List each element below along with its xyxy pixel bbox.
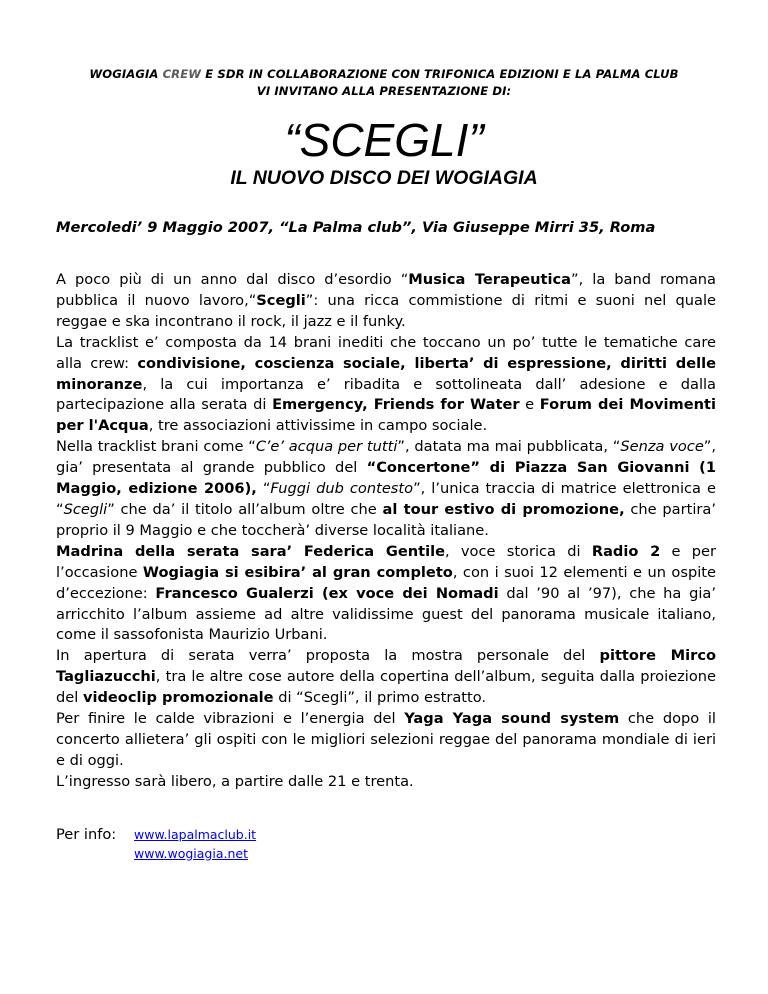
link-lapalmaclub[interactable]: www.lapalmaclub.it: [134, 827, 257, 842]
contact-info: [56, 825, 256, 863]
paragraph-2: La tracklist e’ composta da 14 brani inediti che toccano un po’ tutte le tematiche care alla crew: condivisione, coscienza sociale, liberta’ di espressione, diritti delle minoranze, la cui importanza e’ ribadita e sottolineata dall’ adesione e dalla partecipazione alla serata di Emergency, Friends for Water e Forum dei Movimenti per l'Acqua, tre associazioni attivissime in campo sociale.: [56, 333, 717, 435]
info-row-2: [56, 844, 256, 863]
paragraph-5: In apertura di serata verra’ proposta la mostra personale del pittore Mirco Tagliazucchi, tra le altre cose autore della copertina dell’album, seguita dalla proiezione del videoclip promozionale di “Scegli”, il primo estratto.: [56, 647, 716, 707]
header-line-1: WOGIAGIA CREW E SDR IN COLLABORAZIONE CON TRIFONICA EDIZIONI E LA PALMA CLUB: [89, 67, 679, 81]
invitation-header: [40, 66, 728, 100]
link-wogiagia[interactable]: www.wogiagia.net: [134, 846, 248, 861]
paragraph-4: Madrina della serata sara’ Federica Gentile, voce storica di Radio 2 e per l’occasione Wogiagia si esibira’ al gran completo, con i suoi 12 elementi e un ospite d’eccezione: Francesco Gualerzi (ex voce dei Nomadi dal ’90 al ’97), che ha gia’ arricchito l’album assieme ad altre validissime guest del panorama musicale italiano, come il sassofonista Maurizio Urbani.: [56, 542, 717, 644]
album-subtitle: IL NUOVO DISCO DEI WOGIAGIA: [230, 167, 538, 189]
paragraph-1: A poco più di un anno dal disco d’esordio “Musica Terapeutica”, la band romana pubblica il nuovo lavoro,“Scegli”: una ricca commistione di ritmi e suoni nel quale reggae e ska incontrano il rock, il jazz e il funky.: [56, 271, 717, 330]
paragraph-3: Nella tracklist brani come “C’e’ acqua per tutti”, datata ma mai pubblicata, “Senza voce”, gia’ presentata al grande pubblico del “Concertone” di Piazza San Giovanni (1 Maggio, edizione 2006), “Fuggi dub contesto”, l’unica traccia di matrice elettronica e “Scegli” che da’ il titolo all’album oltre che al tour estivo di promozione, che partira’ proprio il 9 Maggio e che toccherà’ diverse località italiane.: [56, 438, 716, 539]
info-label: Per info:: [56, 826, 117, 843]
paragraph-7: L’ingresso sarà libero, a partire dalle 21 e trenta.: [56, 772, 414, 790]
event-dateline: Mercoledi’ 9 Maggio 2007, “La Palma club”, Via Giuseppe Mirri 35, Roma: [56, 219, 656, 236]
header-line-2: VI INVITANO ALLA PRESENTAZIONE DI:: [256, 84, 512, 98]
crew-word: CREW: [162, 67, 202, 81]
album-title: “SCEGLI”: [284, 114, 484, 166]
info-row-1: [56, 825, 256, 844]
paragraph-6: Per finire le calde vibrazioni e l’energia del Yaga Yaga sound system che dopo il concerto allietera’ gli ospiti con le migliori selezioni reggae del panorama mondiale di ieri e di oggi.: [56, 710, 716, 769]
press-release-body: [56, 270, 716, 793]
